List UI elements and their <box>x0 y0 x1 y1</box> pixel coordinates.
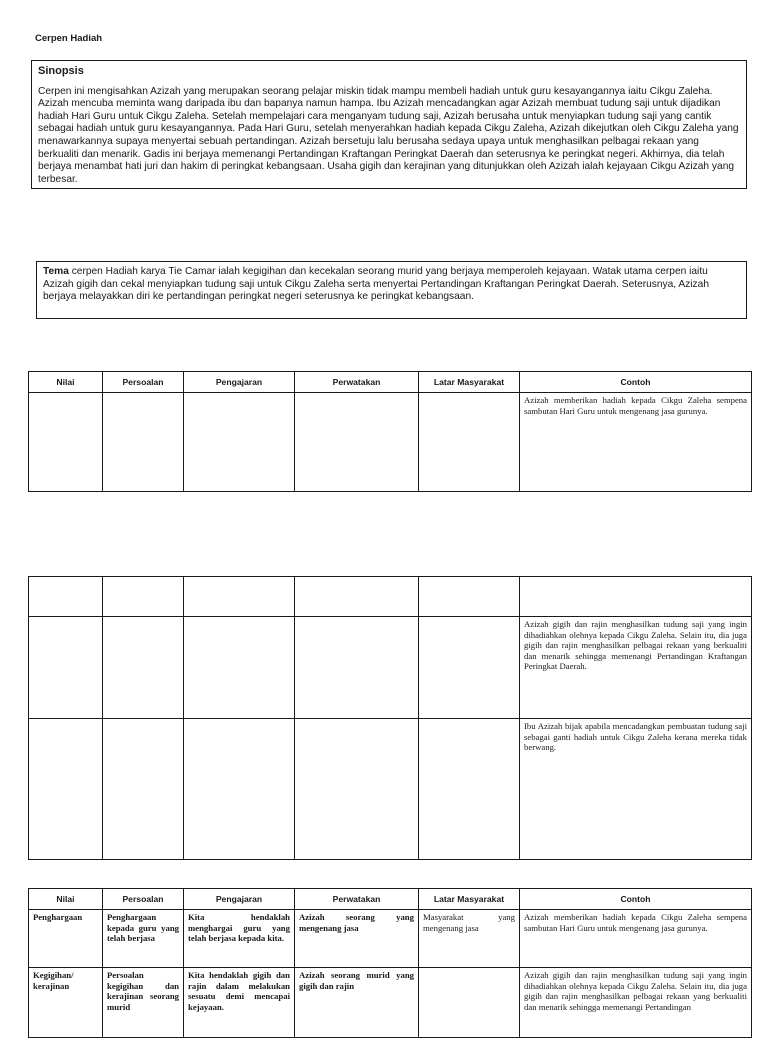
header-nilai: Nilai <box>29 372 103 393</box>
analysis-table-1 <box>28 371 752 492</box>
perwatakan-cell: Azizah seorang murid yang gigih dan rajin <box>295 968 419 1038</box>
table-row <box>29 393 752 492</box>
table-cell <box>295 617 419 719</box>
table-cell <box>184 577 295 617</box>
pengajaran-cell: Kita hendaklah menghargai guru yang telah berjasa kepada kita. <box>184 910 295 968</box>
table-cell <box>184 617 295 719</box>
tema-text: cerpen Hadiah karya Tie Camar ialah kegigihan dan kecekalan seorang murid yang berjaya memperoleh kejayaan. Watak utama cerpen iaitu Azizah gigih dan cekal menyiapkan tudung saji untuk Cikgu Zaleha serta menyertai Pertandingan Kraftangan Peringkat Daerah. Seterusnya, Azizah berjaya melayakkan diri ke pertandingan peringkat negeri seterusnya ke peringkat kebangsaan. <box>43 266 709 303</box>
table-cell <box>103 719 184 860</box>
nilai-cell: Penghargaan <box>29 910 103 968</box>
header-perwatakan: Perwatakan <box>295 372 419 393</box>
header-latar: Latar Masyarakat <box>419 372 520 393</box>
contoh-cell: Azizah gigih dan rajin menghasilkan tudung saji yang ingin dihadiahkan olehnya kepada Cikgu Zaleha. Selain itu, dia juga gigih dan rajin menghasilkan pelbagai rekaan yang berkualiti dan menarik sehingga memenangi Pertandingan Kraftangan Peringkat Daerah. <box>520 617 752 719</box>
header-nilai: Nilai <box>29 889 103 910</box>
tema-heading: Tema <box>43 266 69 277</box>
table-cell <box>295 577 419 617</box>
analysis-table-3 <box>28 888 752 1038</box>
header-pengajaran: Pengajaran <box>184 372 295 393</box>
synopsis-text: Cerpen ini mengisahkan Azizah yang merupakan seorang pelajar miskin tidak mampu membeli hadiah untuk guru kesayangannya iaitu Cikgu Zaleha. Azizah mencuba meminta wang daripada ibu dan bapanya namun hampa. Ibu Azizah mencadangkan agar Azizah membuat tudung saji untuk dijadikan hadiah Hari Guru untuk Cikgu Zaleha. Setelah mempelajari cara menganyam tudung saji, Azizah berusaha untuk menyiapkan tudung saji yang cantik sebagai hadiah untuk guru kesayangannya. Pada Hari Guru, setelah menyerahkan hadiah kepada Cikgu Zaleha, Azizah dikejutkan oleh Cikgu Zaleha yang menawarkannya supaya menyertai sebuah pertandingan. Azizah bersetuju lalu berusaha sedaya upaya untuk menghasilkan pelbagai rekaan yang berkualiti dan menarik. Gadis ini berjaya memenangi Pertandingan Kraftangan Peringkat Daerah dan seterusnya ke peringkat negeri. Akhirnya, dia telah berjaya menambat hati juri dan hakim di peringkat kebangsaan. Usaha gigih dan kerajinan yang ditunjukkan oleh Azizah ialah kejayaan Cikgu Azizah yang terbesar. <box>38 85 739 185</box>
latar-cell <box>419 968 520 1038</box>
table-cell <box>184 719 295 860</box>
header-contoh: Contoh <box>520 889 752 910</box>
table-row <box>29 968 752 1038</box>
perwatakan-cell: Azizah seorang yang mengenang jasa <box>295 910 419 968</box>
table-row <box>29 719 752 860</box>
contoh-cell: Ibu Azizah bijak apabila mencadangkan pembuatan tudung saji sebagai ganti hadiah untuk Cikgu Zaleha kerana mereka tidak berwang. <box>520 719 752 860</box>
document-title: Cerpen Hadiah <box>35 33 103 44</box>
tema-box <box>36 261 747 319</box>
table-cell <box>419 617 520 719</box>
header-persoalan: Persoalan <box>103 889 184 910</box>
pengajaran-cell: Kita hendaklah gigih dan rajin dalam melakukan sesuatu demi mencapai kejayaan. <box>184 968 295 1038</box>
header-contoh: Contoh <box>520 372 752 393</box>
synopsis-heading: Sinopsis <box>38 65 84 77</box>
synopsis-box <box>31 60 747 189</box>
nilai-cell: Kegigihan/ kerajinan <box>29 968 103 1038</box>
table-cell <box>419 393 520 492</box>
table-cell <box>184 393 295 492</box>
contoh-cell: Azizah memberikan hadiah kepada Cikgu Zaleha sempena sambutan Hari Guru untuk mengenang jasa gurunya. <box>520 910 752 968</box>
contoh-cell: Azizah gigih dan rajin menghasilkan tudung saji yang ingin dihadiahkan olehnya kepada Cikgu Zaleha. Selain itu, dia juga gigih dan rajin menghasilkan pelbagai rekaan yang berkualiti dan menarik sehingga memenangi Pertandingan <box>520 968 752 1038</box>
table-cell <box>29 719 103 860</box>
contoh-cell: Azizah memberikan hadiah kepada Cikgu Zaleha sempena sambutan Hari Guru untuk mengenang jasa gurunya. <box>520 393 752 492</box>
analysis-table-2 <box>28 576 752 860</box>
table-cell <box>29 617 103 719</box>
persoalan-cell: Penghargaan kepada guru yang telah berjasa <box>103 910 184 968</box>
header-perwatakan: Perwatakan <box>295 889 419 910</box>
table-cell <box>103 393 184 492</box>
table-cell <box>295 719 419 860</box>
table-row <box>29 577 752 617</box>
header-latar: Latar Masyarakat <box>419 889 520 910</box>
header-pengajaran: Pengajaran <box>184 889 295 910</box>
header-persoalan: Persoalan <box>103 372 184 393</box>
table-header-row <box>29 372 752 393</box>
table-row <box>29 617 752 719</box>
table-cell <box>419 719 520 860</box>
table-header-row <box>29 889 752 910</box>
table-cell <box>103 617 184 719</box>
table-cell <box>103 577 184 617</box>
table-cell <box>295 393 419 492</box>
latar-cell: Masyarakat yang mengenang jasa <box>419 910 520 968</box>
table-cell <box>29 393 103 492</box>
table-row <box>29 910 752 968</box>
table-cell <box>29 577 103 617</box>
table-cell <box>520 577 752 617</box>
table-cell <box>419 577 520 617</box>
persoalan-cell: Persoalan kegigihan dan kerajinan seorang murid <box>103 968 184 1038</box>
